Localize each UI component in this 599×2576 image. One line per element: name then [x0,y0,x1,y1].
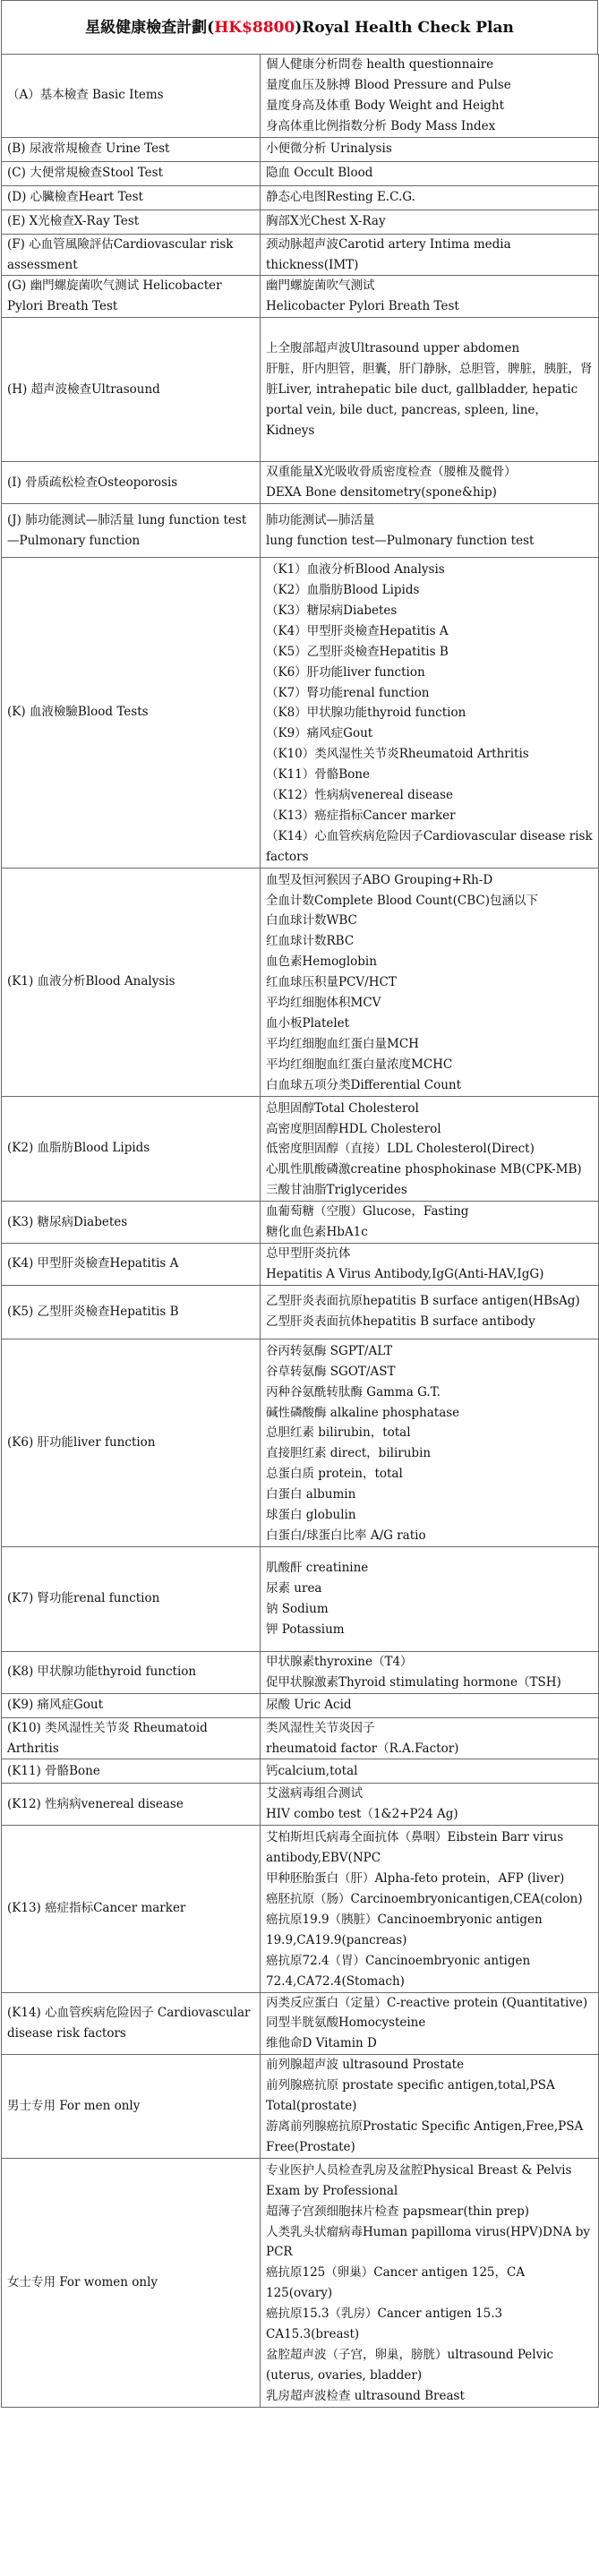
detail-line: （K12）性病病venereal disease [266,788,454,803]
detail-line: 乳房超声波检查 ultrasound Breast [266,2388,465,2403]
detail-line: 尿酸 Uric Acid [266,1698,352,1713]
detail-line: 隐血 Occult Blood [266,166,373,181]
category-cell: (K2) 血脂肪Blood Lipids [2,1096,261,1202]
detail-line: 游离前列腺癌抗原Prostatic Specific Antigen,Free,PSA Free(Prostate) [266,2118,584,2154]
table-row [2,276,599,318]
category-cell: 女士专用 For women only [2,2158,261,2407]
table-row [2,1285,599,1339]
detail-line: （K4）甲型肝炎檢查Hepatitis A [266,623,449,638]
table-row [2,1717,599,1759]
detail-line: （K7）腎功能renal function [266,685,430,700]
category-cell: (C) 大便常規檢查Stool Test [2,161,261,185]
category-cell: (K5) 乙型肝炎檢查Hepatitis B [2,1285,261,1339]
detail-line: DEXA Bone densitometry(spone&hip) [266,485,497,501]
page-title [1,0,598,54]
detail-line: 平均红细胞血红蛋白量MCH [266,1036,419,1051]
table-row [2,1546,599,1651]
detail-line: 专业医护人员检查乳房及盆腔Physical Breast & Pelvis Exam by Professional [266,2162,572,2198]
detail-line: 癌抗原15.3（乳房）Cancer antigen 15.3 CA15.3(breast) [266,2306,503,2342]
table-row [2,185,599,210]
category-cell: (D) 心臟檢查Heart Test [2,185,261,210]
detail-line: 平均红细胞体积MCV [266,996,381,1011]
detail-line: （K13）癌症指标Cancer marker [266,808,456,823]
category-cell: (E) X光檢查X-Ray Test [2,210,261,234]
details-cell [261,185,599,210]
detail-line: 血小板Platelet [266,1016,350,1031]
detail-line: 胸部X光Chest X-Ray [266,214,386,229]
detail-line: （K2）血脂肪Blood Lipids [266,582,420,597]
detail-line: 癌胚抗原（肠）Carcinoembryonicantigen,CEA(colon) [266,1892,583,1906]
detail-line: 盆腔超声波（子宫，卵巢，膀胱）ultrasound Pelvic (uterus, ovaries, bladder) [266,2347,554,2383]
detail-line: （K5）乙型肝炎檢查Hepatitis B [266,644,449,659]
details-cell [261,868,599,1096]
details-cell [261,1759,599,1784]
details-cell [261,1202,599,1244]
table-row [2,210,599,234]
table-row [2,1759,599,1784]
detail-line: 丙类反应蛋白（定量）C-reactive protein (Quantitative) [266,1995,588,2010]
detail-line: 红血球计数RBC [266,934,355,949]
detail-line: 艾柏斯坦氏病毒全面抗体（鼻咽）Eibstein Barr virus antibody,EBV(NPC [266,1830,564,1866]
table-row [2,318,599,462]
category-cell: (K4) 甲型肝炎檢查Hepatitis A [2,1243,261,1285]
detail-line: 白蛋白/球蛋白比率 A/G ratio [266,1528,426,1543]
detail-line: 平均红细胞血红蛋白量浓度MCHC [266,1057,453,1072]
detail-line: 静态心电图Resting E.C.G. [266,190,415,205]
detail-line: 心肌性肌酸磷激creatine phosphokinase MB(CPK-MB) [266,1162,582,1177]
table-row [2,868,599,1096]
details-cell [261,558,599,869]
table-row [2,1693,599,1717]
plan-table-body [2,55,599,2408]
details-cell [261,234,599,276]
category-cell: (K9) 痛风症Gout [2,1693,261,1717]
detail-line: 甲状腺素thyroxine（T4） [266,1654,413,1669]
detail-line: 钠 Sodium [266,1601,329,1616]
details-cell [261,1096,599,1202]
category-cell: (K8) 甲状腺功能thyroid function [2,1651,261,1693]
detail-line: 维他命D Vitamin D [266,2036,377,2051]
title-price: HK$8800 [214,19,295,37]
detail-line: （K6）肝功能liver function [266,664,425,680]
detail-line: 甲种胚胎蛋白（肝）Alpha-feto protein，AFP (liver) [266,1871,565,1887]
category-cell: (K11) 骨骼Bone [2,1759,261,1784]
detail-line: 血葡萄糖（空腹）Glucose，Fasting [266,1204,469,1220]
details-cell [261,55,599,138]
title-prefix: 星級健康檢查計劃( [85,19,215,37]
detail-line: 乙型肝炎表面抗原hepatitis B surface antigen(HBsAg) [266,1294,580,1309]
details-cell [261,1243,599,1285]
category-cell: (K10) 类风湿性关节炎 Rheumatoid Arthritis [2,1717,261,1759]
detail-line: 球蛋白 globulin [266,1508,356,1523]
detail-line: 丙种谷氨酰转肽酶 Gamma G.T. [266,1384,441,1399]
detail-line: 幽門螺旋菌吹气测试 [266,278,375,294]
table-row [2,2158,599,2407]
detail-line: 肝脏，肝内胆管，胆囊，肝门静脉，总胆管，脾脏，胰脏，肾脏Liver, intrahepatic bile duct, gallbladder, hepatic portal vein, bile duct, pancreas, spleen, line，Kidneys [266,361,593,438]
detail-line: 白血球计数WBC [266,913,357,929]
detail-line: 双重能量X光吸收骨质密度检查（腰椎及髋骨） [266,465,517,480]
details-cell [261,1339,599,1546]
detail-line: 癌抗原19.9（胰脏）Cancinoembryonic antigen 19.9,CA19.9(pancreas) [266,1912,543,1947]
table-row [2,462,599,504]
category-cell: (H) 超声波檢查Ultrasound [2,318,261,462]
table-row [2,1339,599,1546]
detail-line: rheumatoid factor（R.A.Factor) [266,1741,459,1756]
detail-line: HIV combo test（1&2+P24 Ag) [266,1807,458,1822]
detail-line: 总甲型肝炎抗体 [266,1245,351,1261]
table-row [2,1992,599,2055]
details-cell [261,318,599,462]
table-row [2,1784,599,1826]
detail-line: 直接胆红素 direct，bilirubin [266,1446,432,1461]
table-row [2,137,599,161]
detail-line: Hepatitis A Virus Antibody,IgG(Anti-HAV,IgG) [266,1266,544,1281]
table-row [2,161,599,185]
details-cell [261,1693,599,1717]
category-cell: (K) 血液檢驗Blood Tests [2,558,261,869]
detail-line: （K3）糖尿病Diabetes [266,603,398,618]
detail-line: 尿素 urea [266,1580,322,1596]
category-cell: (K12) 性病病venereal disease [2,1784,261,1826]
title-suffix: )Royal Health Check Plan [295,19,514,37]
details-cell [261,276,599,318]
category-cell: (G) 幽門螺旋菌吹气测试 Helicobacter Pylori Breath Test [2,276,261,318]
detail-line: 同型半胱氨酸Homocysteine [266,2015,426,2031]
detail-line: 全血计数Complete Blood Count(CBC)包涵以下 [266,893,538,908]
detail-line: 总胆红素 bilirubin，total [266,1425,411,1441]
category-cell: (K13) 癌症指标Cancer marker [2,1826,261,1992]
detail-line: 小便微分析 Urinalysis [266,141,392,157]
detail-line: 类风湿性关节炎因子 [266,1720,375,1735]
detail-line: 人类乳头状瘤病毒Human papilloma virus(HPV)DNA by PCR [266,2224,590,2260]
table-row [2,1202,599,1244]
detail-line: 总蛋白质 protein，total [266,1467,403,1482]
details-cell [261,1784,599,1826]
details-cell [261,1826,599,1992]
detail-line: 总胆固醇Total Cholesterol [266,1100,419,1116]
details-cell [261,1285,599,1339]
detail-line: 钙calcium,total [266,1764,358,1779]
detail-line: 白血球五项分类Differential Count [266,1077,462,1092]
detail-line: 肌酸酐 creatinine [266,1561,369,1576]
table-row [2,1826,599,1992]
detail-line: 肺功能测试—肺活量 [266,512,375,527]
detail-line: 糖化血色素HbA1c [266,1225,368,1240]
details-cell [261,137,599,161]
category-cell: (K6) 肝功能liver function [2,1339,261,1546]
detail-line: 前列腺癌抗原 prostate specific antigen,total,PSA Total(prostate) [266,2078,555,2114]
detail-line: 超薄子宫颈细胞抹片检查 papsmear(thin prep) [266,2204,530,2219]
details-cell [261,1546,599,1651]
details-cell [261,1717,599,1759]
detail-line: 低密度胆固醇（直接）LDL Cholesterol(Direct) [266,1142,535,1157]
category-cell: (B) 尿液常規檢查 Urine Test [2,137,261,161]
category-cell: (F) 心血管風險評估Cardiovascular risk assessment [2,234,261,276]
table-row [2,2055,599,2159]
detail-line: lung function test—Pulmonary function test [266,533,535,548]
detail-line: 白蛋白 albumin [266,1487,356,1502]
details-cell [261,504,599,558]
detail-line: 個人健康分析問卷 health questionnaire [266,57,494,72]
detail-line: 血色素Hemoglobin [266,954,377,970]
category-cell: (J) 肺功能测试—肺活量 lung function test—Pulmonary function [2,504,261,558]
detail-line: 量度血压及脉搏 Blood Pressure and Pulse [266,77,511,92]
detail-line: Helicobacter Pylori Breath Test [266,299,459,314]
detail-line: 艾滋病毒组合测试 [266,1786,363,1801]
table-row [2,234,599,276]
detail-line: （K8）甲状腺功能thyroid function [266,706,466,721]
detail-line: 三酸甘油脂Triglycerides [266,1183,407,1198]
table-row [2,55,599,138]
category-cell: (K1) 血液分析Blood Analysis [2,868,261,1096]
detail-line: （K1）血液分析Blood Analysis [266,562,445,578]
details-cell [261,2158,599,2407]
detail-line: 前列腺超声波 ultrasound Prostate [266,2058,465,2073]
details-cell [261,161,599,185]
table-row [2,558,599,869]
details-cell [261,210,599,234]
category-cell: (K14) 心血管疾病危险因子 Cardiovascular disease risk factors [2,1992,261,2055]
table-row [2,1243,599,1285]
table-row [2,504,599,558]
category-cell: (K7) 腎功能renal function [2,1546,261,1651]
detail-line: （K10）类风湿性关节炎Rheumatoid Arthritis [266,747,529,762]
detail-line: 谷草转氨酶 SGOT/AST [266,1364,396,1379]
detail-line: 量度身高及体重 Body Weight and Height [266,98,505,113]
detail-line: 高密度胆固醇HDL Cholesterol [266,1121,441,1136]
detail-line: 碱性磷酸酶 alkaline phosphatase [266,1405,460,1420]
details-cell [261,1992,599,2055]
detail-line: 身高体重比例指数分析 Body Mass Index [266,118,496,133]
detail-line: 钾 Potassium [266,1622,345,1637]
detail-line: 红血球压积量PCV/HCT [266,975,397,990]
detail-line: 血型及恒河猴因子ABO Grouping+Rh-D [266,872,493,887]
category-cell: (I) 骨质疏松检查Osteoporosis [2,462,261,504]
detail-line: （K11）骨骼Bone [266,767,370,783]
detail-line: 癌抗原72.4（胃）Cancinoembryonic antigen 72.4,CA72.4(Stomach) [266,1953,531,1989]
detail-line: 乙型肝炎表面抗体hepatitis B surface antibody [266,1314,535,1330]
details-cell [261,2055,599,2159]
category-cell: （A）基本檢查 Basic Items [2,55,261,138]
detail-line: 癌抗原125（卵巢）Cancer antigen 125，CA 125(ovary) [266,2265,526,2301]
table-row [2,1096,599,1202]
detail-line: 谷丙转氨酶 SGPT/ALT [266,1343,393,1358]
detail-line: （K14）心血管疾病危险因子Cardiovascular disease risk factors [266,828,593,864]
details-cell [261,1651,599,1693]
details-cell [261,462,599,504]
detail-line: 促甲状腺激素Thyroid stimulating hormone（TSH) [266,1674,561,1690]
category-cell: (K3) 糖尿病Diabetes [2,1202,261,1244]
category-cell: 男士专用 For men only [2,2055,261,2159]
detail-line: 颈动脉超声波Carotid artery Intima media thickness(IMT) [266,236,511,272]
plan-table [1,54,599,2408]
detail-line: 上全腹部超声波Ultrasound upper abdomen [266,340,520,355]
table-row [2,1651,599,1693]
detail-line: （K9）痛风症Gout [266,726,373,741]
